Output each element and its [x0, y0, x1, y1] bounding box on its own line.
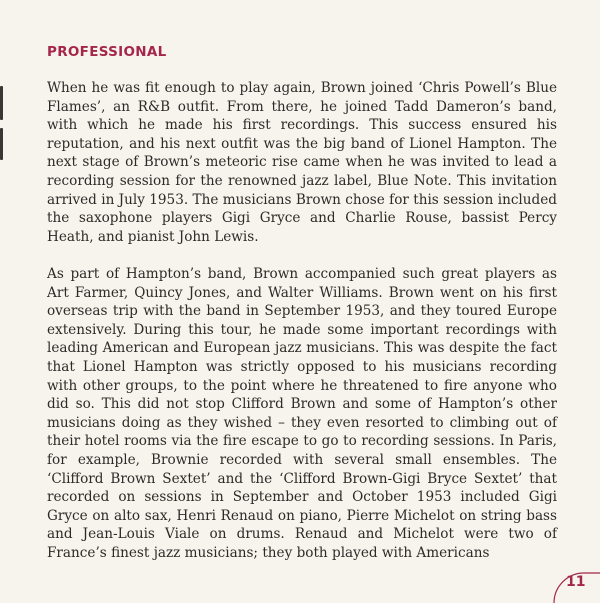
- section-heading: PROFESSIONAL: [47, 44, 167, 60]
- body-paragraph-1: When he was fit enough to play again, Brown joined ‘Chris Powell’s Blue Flames’, an R&B outfit. From there, he joined Tadd Dameron’s band, with which he made his first recordings. This success ensured his reputation, and his next outfit was the big band of Lionel Hampton. The next stage of Brown’s meteoric rise came when he was invited to lead a recording session for the renowned jazz label, Blue Note. This invitation arrived in July 1953. The musicians Brown chose for this session included the saxophone players Gigi Gryce and Charlie Rouse, bassist Percy Heath, and pianist John Lewis.: [47, 80, 557, 245]
- page-number: 11: [566, 574, 586, 590]
- page-number-badge: [550, 565, 600, 603]
- body-paragraph-2: As part of Hampton’s band, Brown accompanied such great players as Art Farmer, Quincy Jones, and Walter Williams. Brown went on his first overseas trip with the band in September 1953, and they toured Europe extensively. During this tour, he made some important recordings with leading American and European jazz musicians. This was despite the fact that Lionel Hampton was strictly opposed to his musicians recording with other groups, to the point where he threatened to fire anyone who did so. This did not stop Clifford Brown and some of Hampton’s other musicians doing as they wished – they even resorted to climbing out of their hotel rooms via the fire escape to go to recording sessions. In Paris, for example, Brownie recorded with several small ensembles. The ‘Clifford Brown Sextet’ and the ‘Clifford Brown-Gigi Bryce Sextet’ that recorded on sessions in September and October 1953 included Gigi Gryce on alto sax, Henri Renaud on piano, Pierre Michelot on string bass and Jean-Louis Viale on drums. Renaud and Michelot were two of France’s finest jazz musicians; they both played with Americans: [47, 266, 557, 561]
- binding-edge-mark: [0, 86, 3, 120]
- binding-edge-mark: [0, 128, 3, 160]
